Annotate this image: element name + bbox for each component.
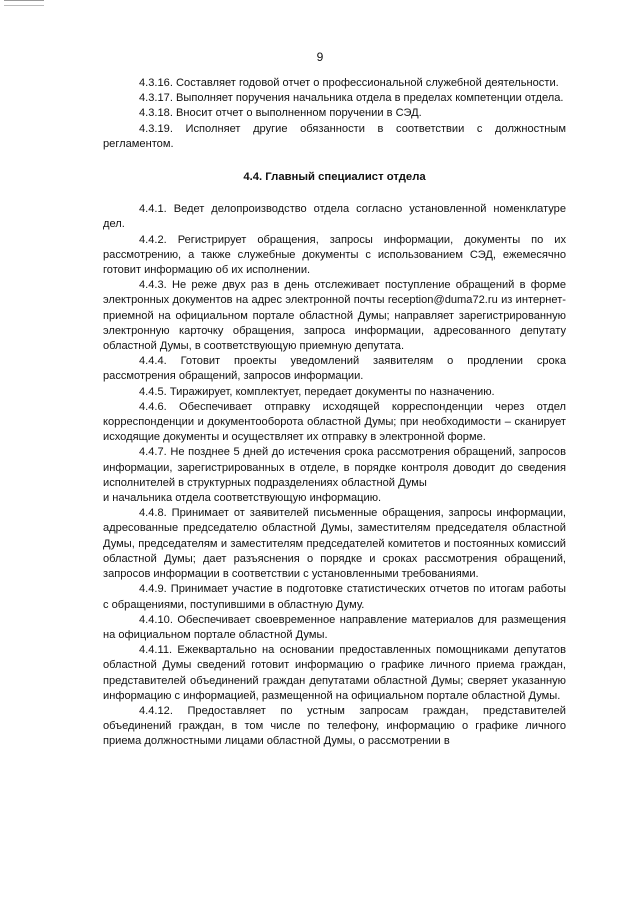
paragraph-4-3-16: 4.3.16. Составляет годовой отчет о профессиональной служебной деятельности. [139, 77, 559, 89]
paragraph-4-4-3: 4.4.3. Не реже двух раз в день отслеживает поступление обращений в форме электронных документов на адрес электронной почты reception@duma72.ru из интернет-приемной на официальном портале областной Думы; направляет зарегистрированную электронную карточку обращения, запроса информации, адресованного депутату областной Думы, в соответствующую приемную депутата. [103, 279, 566, 353]
scan-corner-mark [4, 0, 44, 6]
paragraph-4-4-8: 4.4.8. Принимает от заявителей письменные обращения, запросы информации, адресованные председателю областной Думы, заместителям председателя областной Думы, председателям и заместителям председателей комитетов и постоянных комиссий областной Думы; дает разъяснения о порядке и сроках рассмотрения обращений, запросов информации в соответствии с установленными требованиями. [103, 507, 566, 581]
section-title: 4.4. Главный специалист отдела [243, 171, 426, 184]
paragraph-continuation: и начальника отдела соответствующую информацию. [103, 492, 382, 505]
paragraph-4-4-5: 4.4.5. Тиражирует, комплектует, передает документы по назначению. [139, 385, 495, 398]
paragraph-4-3-19: 4.3.19. Исполняет другие обязанности в соответствии с должностным регламентом. [103, 122, 566, 150]
paragraph-4-4-1: 4.4.1. Ведет делопроизводство отдела согласно установленной номенклатуре дел. [103, 203, 566, 231]
paragraph-4-4-7: 4.4.7. Не позднее 5 дней до истечения срока рассмотрения обращений, запросов информации, зарегистрированных в отделе, в порядке контроля доводит до сведения исполнителей в структурных подразделениях областной Думы [103, 446, 566, 489]
document-body [103, 76, 566, 750]
paragraph-4-4-12: 4.4.12. Предоставляет по устным запросам граждан, представителей объединений граждан, в том числе по телефону, информацию о графике личного приема должностными лицами областной Думы, о рассмотрении в [103, 704, 566, 748]
paragraph-4-4-4: 4.4.4. Готовит проекты уведомлений заявителям о продлении срока рассмотрения обращений, запросов информации. [103, 355, 566, 383]
paragraph-4-4-9: 4.4.9. Принимает участие в подготовке статистических отчетов по итогам работы с обращениями, поступившими в областную Думу. [103, 583, 566, 611]
paragraph-4-4-10: 4.4.10. Обеспечивает своевременное направление материалов для размещения на официальном портале областной Думы. [103, 613, 566, 641]
page-number: 9 [316, 50, 324, 64]
paragraph-4-3-17: 4.3.17. Выполняет поручения начальника отдела в пределах компетенции отдела. [139, 92, 564, 105]
paragraph-4-4-2: 4.4.2. Регистрирует обращения, запросы информации, документы по их рассмотрению, а также служебные документы с использованием СЭД, ежемесячно готовит информацию об их исполнении. [103, 233, 566, 277]
paragraph-4-3-18: 4.3.18. Вносит отчет о выполненном поручении в СЭД. [139, 107, 422, 120]
paragraph-4-4-6: 4.4.6. Обеспечивает отправку исходящей корреспонденции через отдел корреспонденции и документооборота областной Думы; при необходимости – сканирует исходящие документы и осуществляет их отправку в электронной форме. [103, 400, 566, 444]
paragraph-4-4-11: 4.4.11. Ежеквартально на основании предоставленных помощниками депутатов областной Думы сведений готовит информацию о графике личного приема граждан, представителей объединений граждан депутатами областной Думы; сверяет указанную информацию с информацией, размещенной на официальном портале областной Думы. [103, 644, 566, 702]
